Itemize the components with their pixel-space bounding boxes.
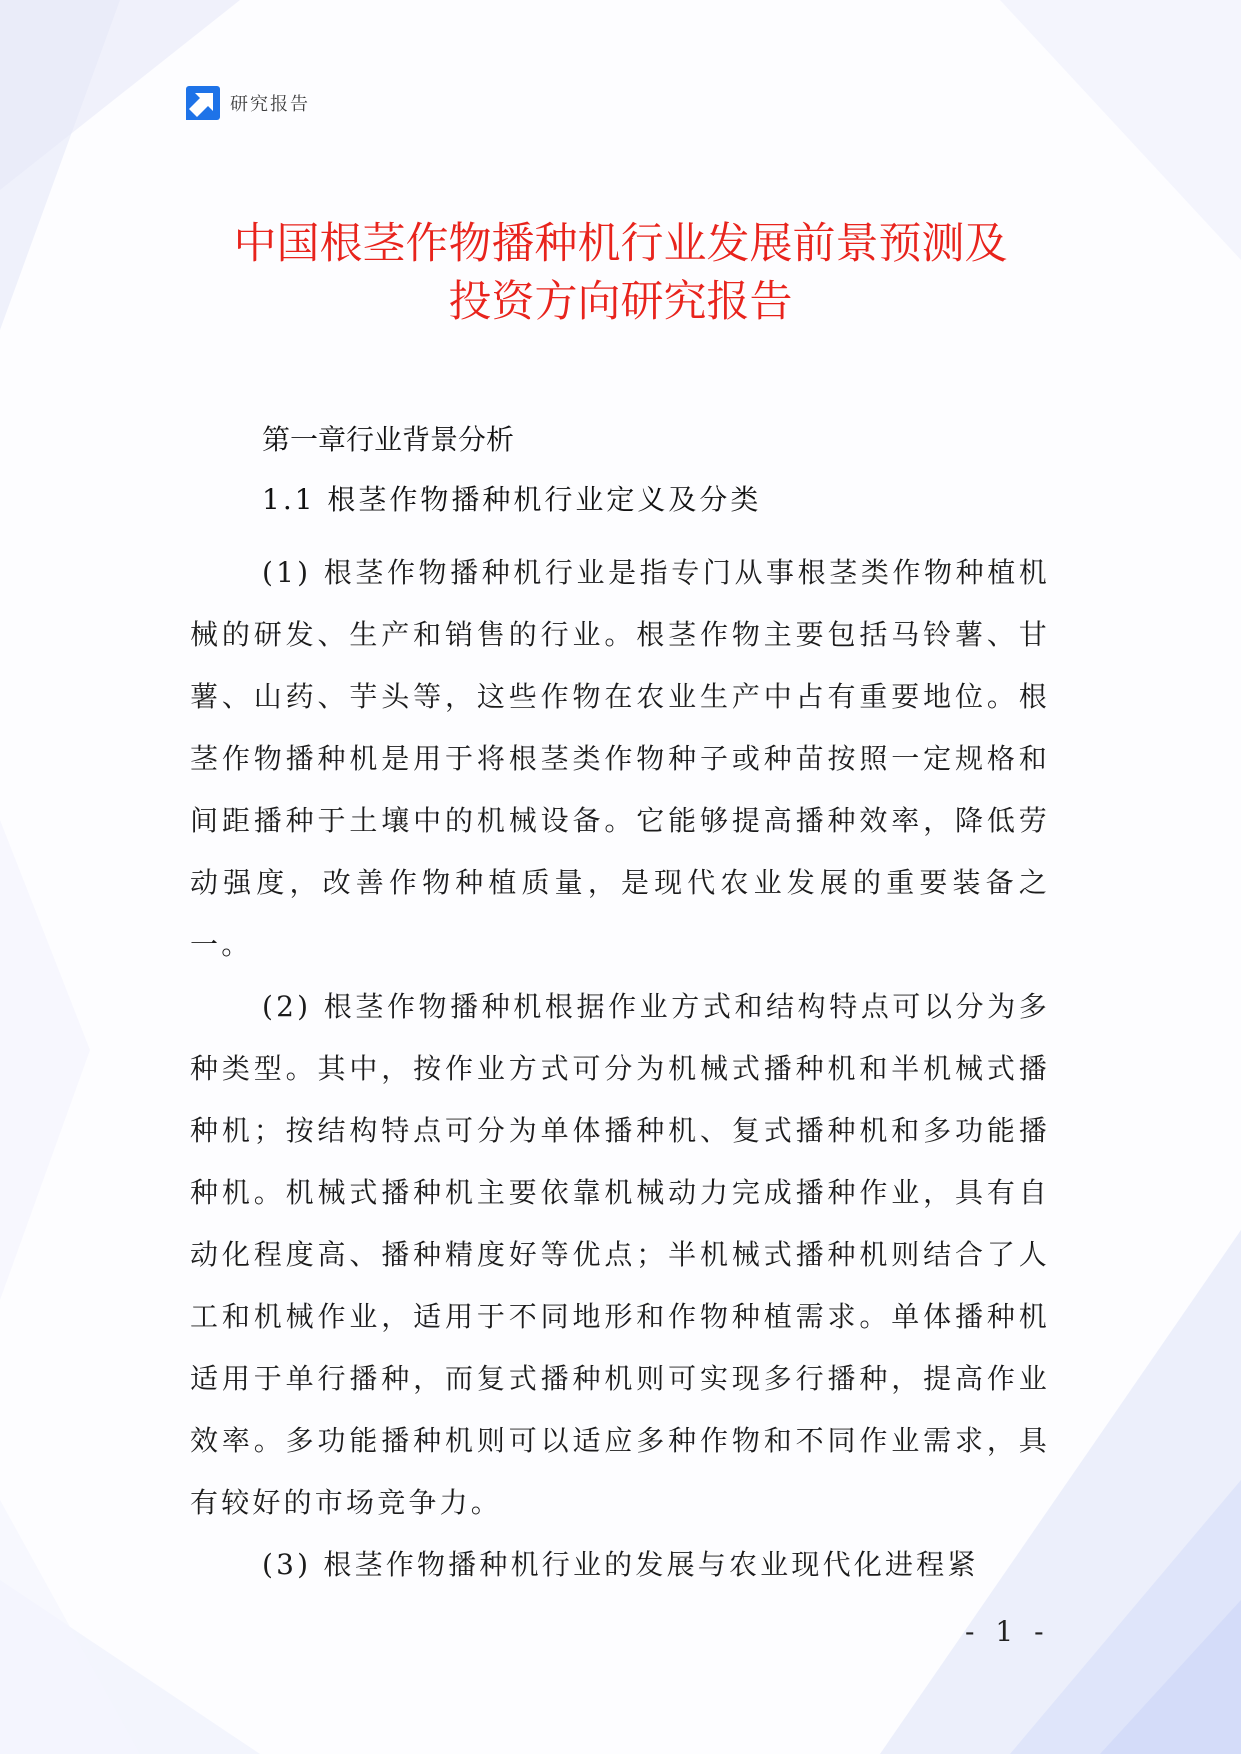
- report-title: [150, 215, 1091, 331]
- report-body: [190, 420, 1050, 1596]
- chapter-heading: 第一章行业背景分析: [262, 423, 515, 456]
- title-line-1: 中国根茎作物播种机行业发展前景预测及: [233, 219, 1008, 269]
- report-logo: [186, 86, 310, 120]
- page-number: - 1 -: [965, 1615, 1050, 1648]
- section-heading: 1.1 根茎作物播种机行业定义及分类: [262, 483, 762, 516]
- logo-text: 研究报告: [230, 94, 310, 115]
- paragraph-2: (2) 根茎作物播种机根据作业方式和结构特点可以分为多种类型。其中，按作业方式可分为机械式播种机和半机械式播种机；按结构特点可分为单体播种机、复式播种机和多功能播种机。机械式播种机主要依靠机械动力完成播种作业，具有自动化程度高、播种精度好等优点；半机械式播种机则结合了人工和机械作业，适用于不同地形和作物种植需求。单体播种机适用于单行播种，而复式播种机则可实现多行播种，提高作业效率。多功能播种机则可以适应多种作物和不同作业需求，具有较好的市场竞争力。: [190, 990, 1050, 1519]
- paragraph-3: (3) 根茎作物播种机行业的发展与农业现代化进程紧: [262, 1548, 979, 1581]
- title-line-2: 投资方向研究报告: [448, 277, 793, 327]
- arrow-up-right-icon: [186, 86, 220, 120]
- paragraph-1: (1) 根茎作物播种机行业是指专门从事根茎类作物种植机械的研发、生产和销售的行业。根茎作物主要包括马铃薯、甘薯、山药、芋头等，这些作物在农业生产中占有重要地位。根茎作物播种机是用于将根茎类作物种子或种苗按照一定规格和间距播种于土壤中的机械设备。它能够提高播种效率，降低劳动强度，改善作物种植质量，是现代农业发展的重要装备之一。: [190, 556, 1050, 961]
